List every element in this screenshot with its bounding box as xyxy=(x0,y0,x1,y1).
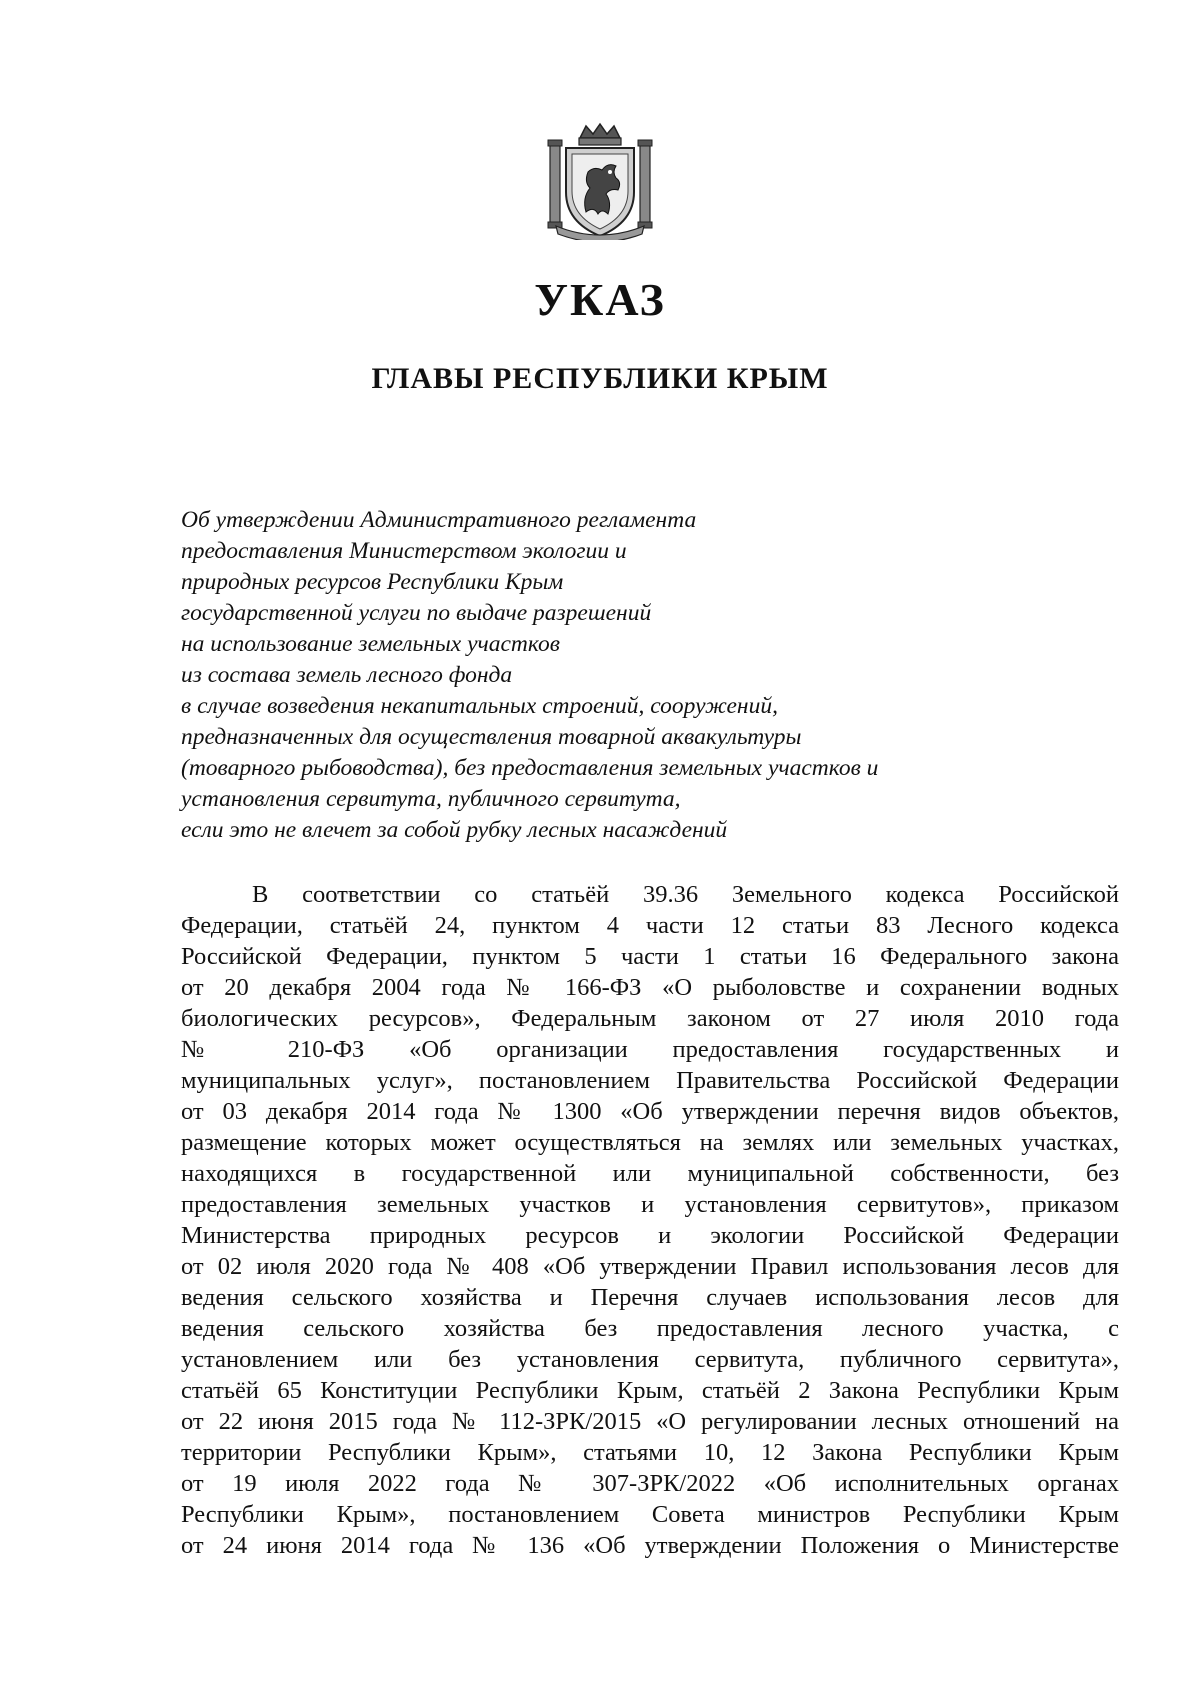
body-line: ведения сельского хозяйства без предоставления лесного участка, с xyxy=(181,1315,1119,1342)
subject-line: если это не влечет за собой рубку лесных насаждений xyxy=(181,817,728,843)
body-line: статьёй 65 Конституции Республики Крым, статьёй 2 Закона Республики Крым xyxy=(181,1377,1119,1404)
decree-subject xyxy=(181,505,878,846)
body-line: территории Республики Крым», статьями 10, 12 Закона Республики Крым xyxy=(181,1439,1119,1466)
body-line: № 210-ФЗ «Об организации предоставления государственных и xyxy=(181,1036,1119,1063)
body-line: от 24 июня 2014 года № 136 «Об утверждении Положения о Министерстве xyxy=(181,1532,1119,1559)
body-line: биологических ресурсов», Федеральным законом от 27 июля 2010 года xyxy=(181,1005,1119,1032)
subject-line: на использование земельных участков xyxy=(181,631,560,657)
body-line: Российской Федерации, пунктом 5 части 1 статьи 16 Федерального закона xyxy=(181,943,1119,970)
body-line: предоставления земельных участков и установления сервитутов», приказом xyxy=(181,1191,1119,1218)
body-line: ведения сельского хозяйства и Перечня случаев использования лесов для xyxy=(181,1284,1119,1311)
decree-body xyxy=(181,879,1119,1561)
subject-line: из состава земель лесного фонда xyxy=(181,662,513,688)
subject-line: Об утверждении Административного регламента xyxy=(181,507,697,533)
body-line: от 03 декабря 2014 года № 1300 «Об утверждении перечня видов объектов, xyxy=(181,1098,1119,1125)
body-line: от 19 июля 2022 года № 307-ЗРК/2022 «Об исполнительных органах xyxy=(181,1470,1119,1497)
body-line: от 02 июля 2020 года № 408 «Об утверждении Правил использования лесов для xyxy=(181,1253,1119,1280)
subject-line: предназначенных для осуществления товарной аквакультуры xyxy=(181,724,802,750)
body-line: Министерства природных ресурсов и экологии Российской Федерации xyxy=(181,1222,1119,1249)
body-line: муниципальных услуг», постановлением Правительства Российской Федерации xyxy=(181,1067,1119,1094)
body-line: от 20 декабря 2004 года № 166-ФЗ «О рыболовстве и сохранении водных xyxy=(181,974,1119,1001)
document-issuer: ГЛАВЫ РЕСПУБЛИКИ КРЫМ xyxy=(371,362,829,395)
document-title: УКАЗ xyxy=(534,274,666,325)
body-line: Республики Крым», постановлением Совета министров Республики Крым xyxy=(181,1501,1119,1528)
subject-line: предоставления Министерством экологии и xyxy=(181,538,627,564)
subject-line: природных ресурсов Республики Крым xyxy=(181,569,564,595)
subject-line: государственной услуги по выдаче разрешений xyxy=(181,600,652,626)
body-line: установлением или без установления сервитута, публичного сервитута», xyxy=(181,1346,1119,1373)
body-line: В соответствии со статьёй 39.36 Земельного кодекса Российской xyxy=(252,881,1119,908)
body-line: размещение которых может осуществляться на землях или земельных участках, xyxy=(181,1129,1119,1156)
subject-line: в случае возведения некапитальных строений, сооружений, xyxy=(181,693,778,719)
coat-of-arms-icon xyxy=(546,122,654,240)
body-line: Федерации, статьёй 24, пунктом 4 части 12 статьи 83 Лесного кодекса xyxy=(181,912,1119,939)
body-line: находящихся в государственной или муниципальной собственности, без xyxy=(181,1160,1119,1187)
subject-line: (товарного рыбоводства), без предоставления земельных участков и xyxy=(181,755,879,781)
body-line: от 22 июня 2015 года № 112-ЗРК/2015 «О регулировании лесных отношений на xyxy=(181,1408,1119,1435)
subject-line: установления сервитута, публичного сервитута, xyxy=(181,786,681,812)
